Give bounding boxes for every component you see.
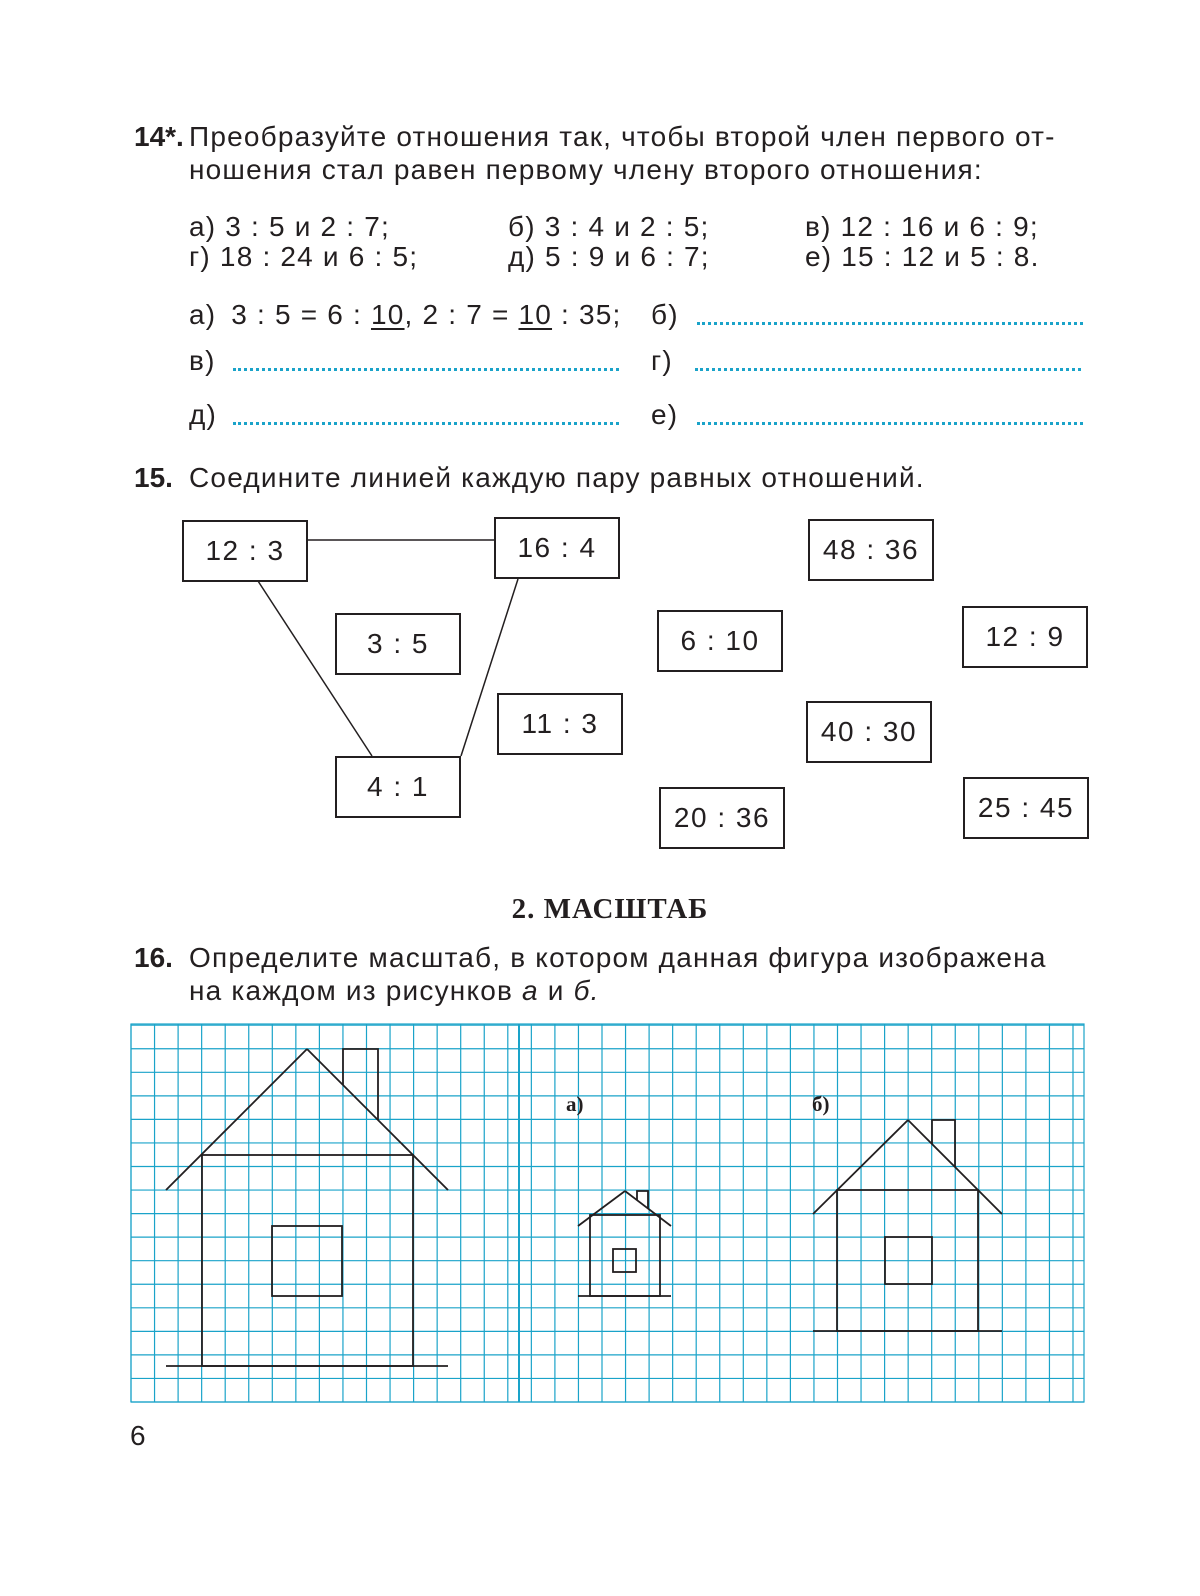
exercise-16-text-and: и [538, 975, 574, 1006]
exercise-16-text-part: на каждом из рисунков [189, 975, 523, 1006]
ratio-box[interactable]: 11 : 3 [497, 693, 623, 755]
ratio-box[interactable]: 25 : 45 [963, 777, 1089, 839]
exercise-15-text: Соедините линией каждую пару равных отношений. [189, 462, 925, 493]
figure-label-a: а) [566, 1092, 584, 1116]
answer-label-v: в) [189, 345, 216, 376]
example-underlined-2: 10 [518, 299, 553, 330]
item-v: в) 12 : 16 и 6 : 9; [805, 211, 1039, 242]
house-original [166, 1049, 448, 1366]
figure-label-b: б) [812, 1092, 830, 1116]
exercise-15-number: 15. [134, 462, 173, 493]
answer-label-d: д) [189, 399, 218, 430]
item-b: б) 3 : 4 и 2 : 5; [508, 211, 710, 242]
example-part3: : 35; [552, 299, 622, 330]
example-part1: 3 : 5 = 6 : [231, 299, 371, 330]
item-d: д) 5 : 9 и 6 : 7; [508, 241, 710, 272]
exercise-14-number: 14*. [134, 121, 184, 152]
exercise-14-text-line2: ношения стал равен первому члену второго отношения: [189, 154, 983, 185]
exercise-14-text-line1: Преобразуйте отношения так, чтобы второй член первого от- [189, 121, 1056, 152]
ratio-box[interactable]: 40 : 30 [806, 701, 932, 763]
exercise-16-italic-a: а [522, 975, 539, 1006]
ratio-box[interactable]: 4 : 1 [335, 756, 461, 818]
ratio-box[interactable]: 6 : 10 [657, 610, 783, 672]
item-e: е) 15 : 12 и 5 : 8. [805, 241, 1040, 272]
example-label: а) [189, 299, 217, 330]
ratio-box[interactable]: 3 : 5 [335, 613, 461, 675]
ratio-box[interactable]: 12 : 9 [962, 606, 1088, 668]
house-a [578, 1191, 671, 1296]
answer-label-g: г) [651, 345, 673, 376]
exercise-16-italic-b: б. [573, 975, 600, 1006]
page-number: 6 [130, 1420, 146, 1451]
item-g: г) 18 : 24 и 6 : 5; [189, 241, 419, 272]
ratio-box[interactable]: 16 : 4 [494, 517, 620, 579]
exercise-16-number: 16. [134, 942, 173, 973]
ratio-box[interactable]: 48 : 36 [808, 519, 934, 581]
example-underlined-1: 10 [370, 299, 405, 330]
house-b [813, 1120, 1002, 1331]
answer-label-b: б) [651, 299, 679, 330]
answer-label-e: е) [651, 399, 679, 430]
exercise-16-text-line1: Определите масштаб, в котором данная фигура изображена [189, 942, 1047, 973]
section-title: 2. МАСШТАБ [511, 893, 709, 925]
example-part2: , 2 : 7 = [404, 299, 519, 330]
item-a: а) 3 : 5 и 2 : 7; [189, 211, 391, 242]
ratio-box[interactable]: 20 : 36 [659, 787, 785, 849]
ratio-box[interactable]: 12 : 3 [182, 520, 308, 582]
